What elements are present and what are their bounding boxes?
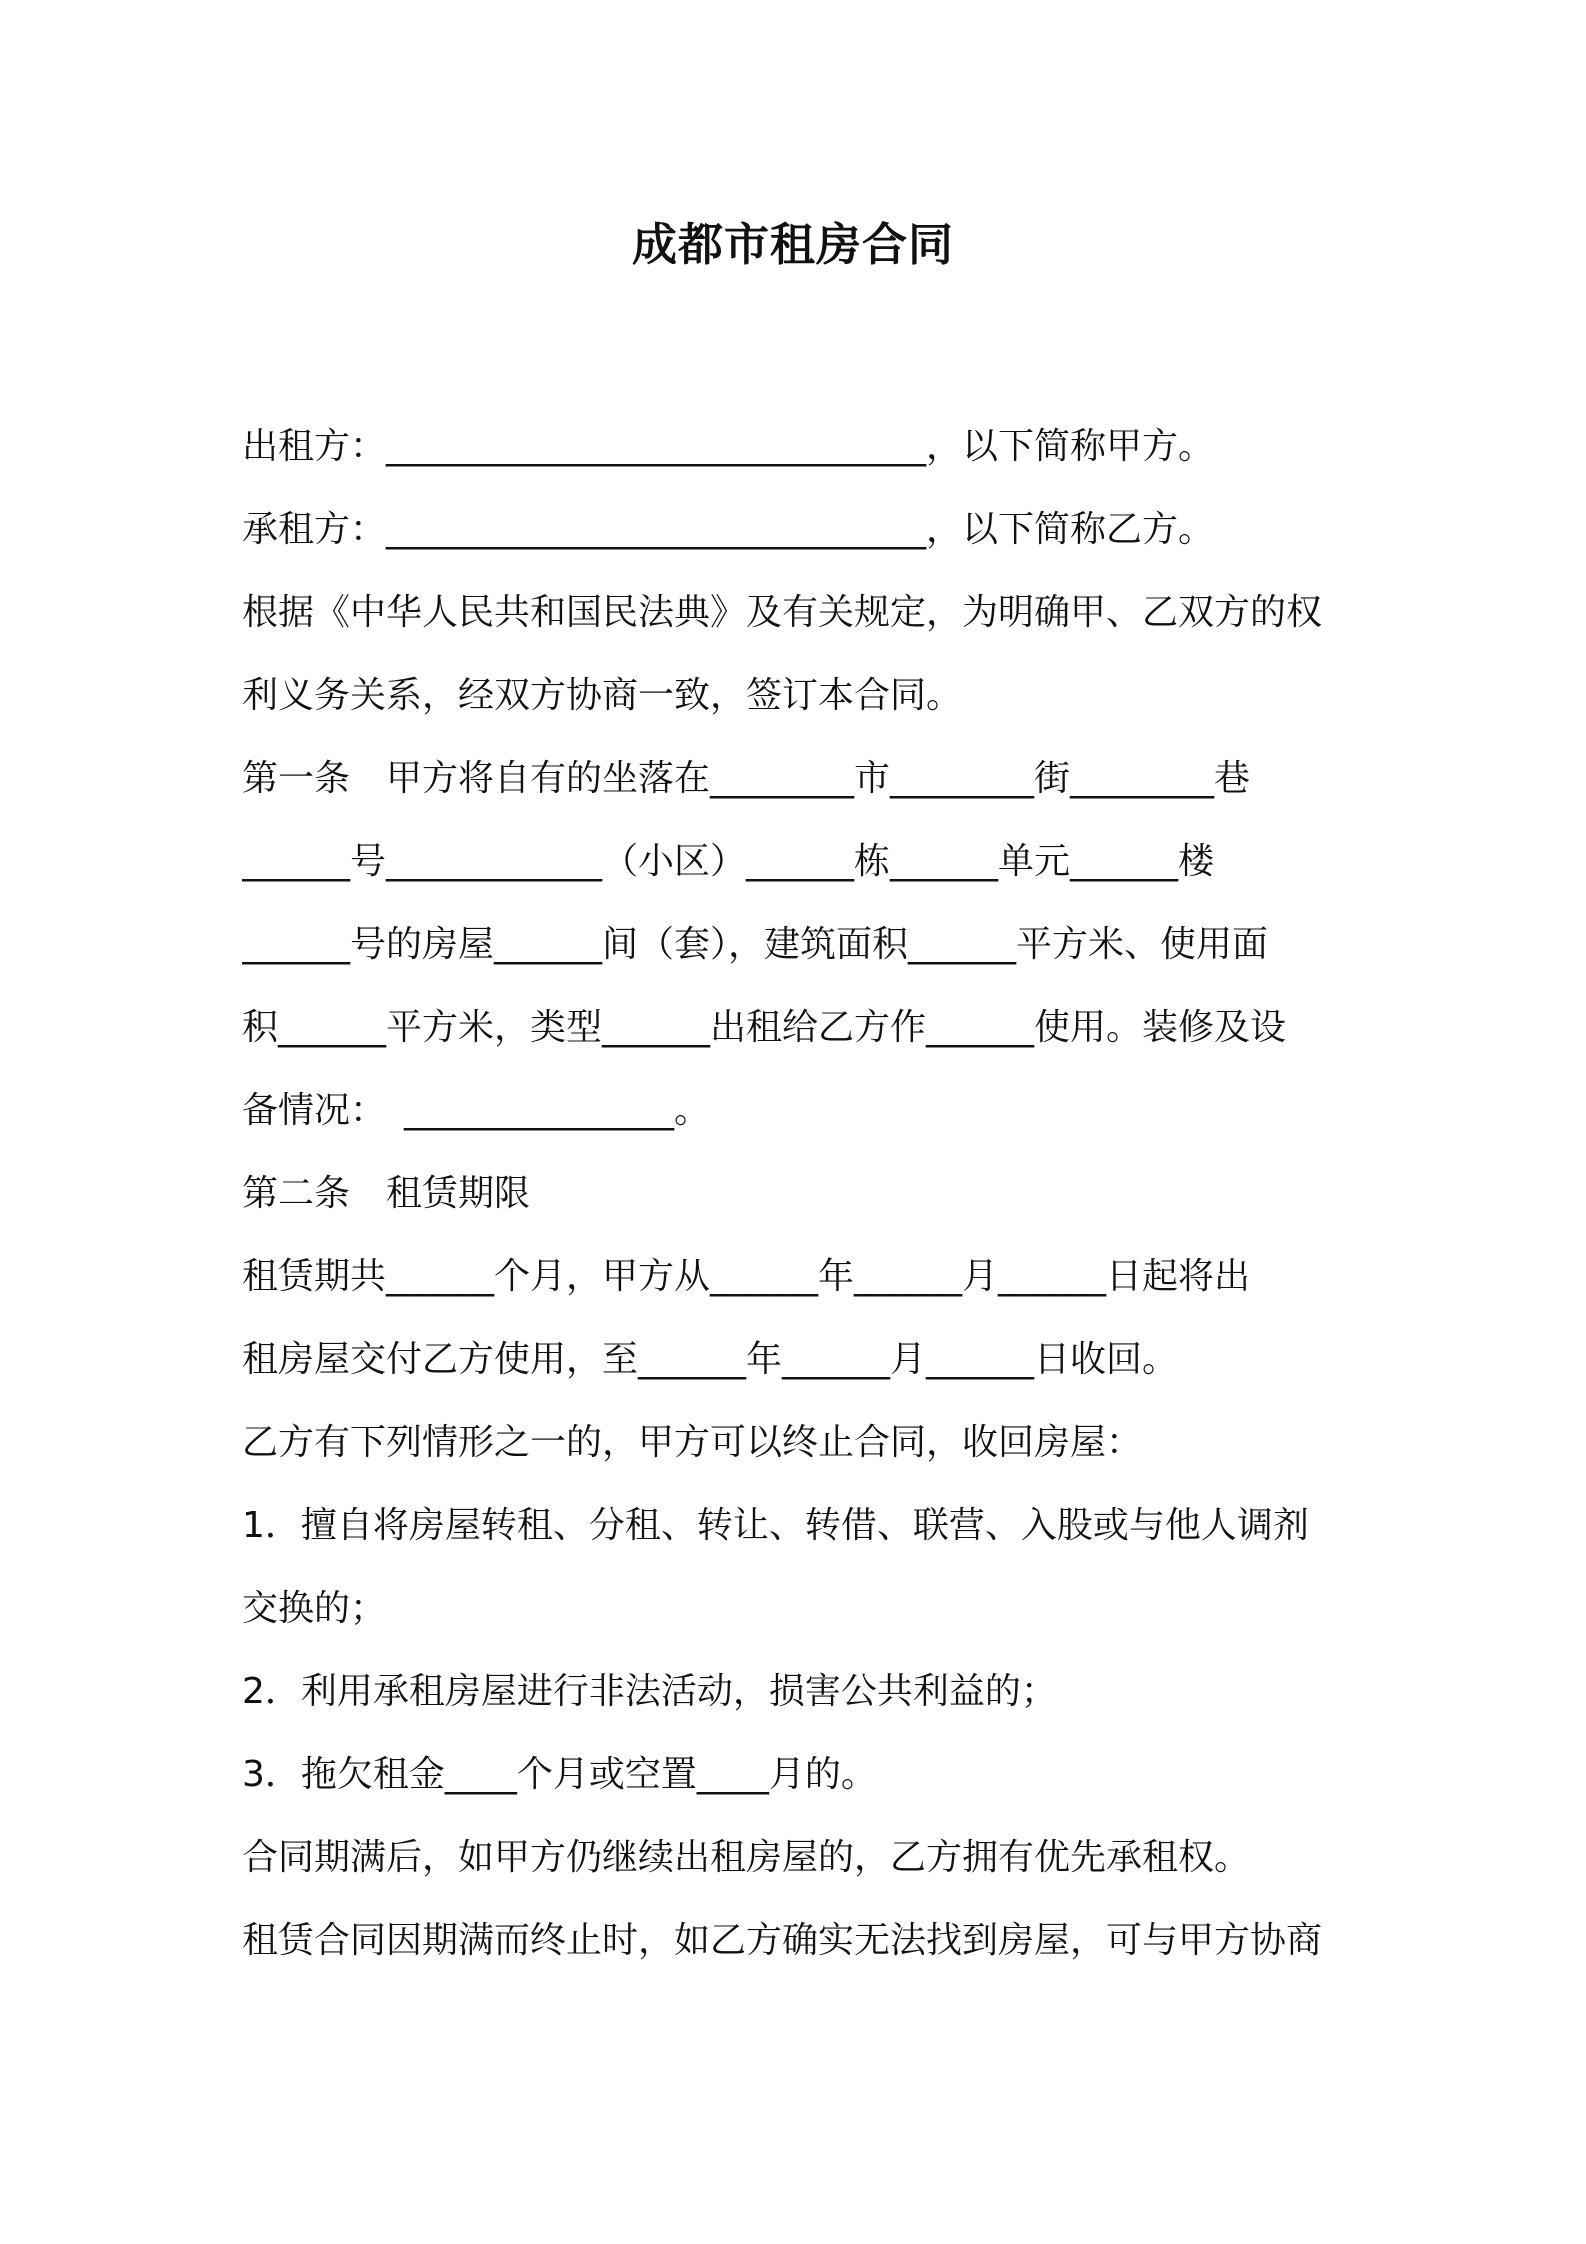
line-basis-1: 根据《中华人民共和国民法典》及有关规定，为明确甲、乙双方的权 (242, 592, 1323, 633)
line-lessee: 承租方：______________________________，以下简称乙方。 (242, 509, 1215, 550)
line-article2-2: 租房屋交付乙方使用，至______年______月______日收回。 (242, 1339, 1179, 1380)
line-termination-intro: 乙方有下列情形之一的，甲方可以终止合同，收回房屋： (242, 1422, 1143, 1463)
line-renewal: 合同期满后，如甲方仍继续出租房屋的，乙方拥有优先承租权。 (242, 1837, 1251, 1878)
line-article1-1: 第一条 甲方将自有的坐落在________市________街________巷 (242, 758, 1251, 799)
line-clause1-2: 交换的； (242, 1588, 387, 1629)
line-basis-2: 利义务关系，经双方协商一致，签订本合同。 (242, 675, 963, 716)
line-article2-heading: 第二条 租赁期限 (242, 1173, 531, 1214)
line-lessor: 出租方：______________________________，以下简称甲方。 (242, 426, 1215, 467)
line-article1-3: ______号的房屋______间（套），建筑面积______平方米、使用面 (242, 924, 1269, 965)
line-clause2: 2．利用承租房屋进行非法活动，损害公共利益的； (242, 1671, 1057, 1712)
line-clause3: 3．拖欠租金____个月或空置____月的。 (242, 1754, 877, 1795)
line-expiry: 租赁合同因期满而终止时，如乙方确实无法找到房屋，可与甲方协商 (242, 1920, 1323, 1961)
line-article1-2: ______号____________（小区）______栋______单元______楼 (242, 841, 1215, 882)
document-title: 成都市租房合同 (631, 218, 954, 271)
contract-body (242, 405, 1362, 1982)
line-article1-4: 积______平方米，类型______出租给乙方作______使用。装修及设 (242, 1007, 1287, 1048)
line-article2-1: 租赁期共______个月，甲方从______年______月______日起将出 (242, 1256, 1251, 1297)
line-article1-5: 备情况： _______________。 (242, 1090, 711, 1131)
line-clause1-1: 1．擅自将房屋转租、分租、转让、转借、联营、入股或与他人调剂 (242, 1505, 1309, 1546)
